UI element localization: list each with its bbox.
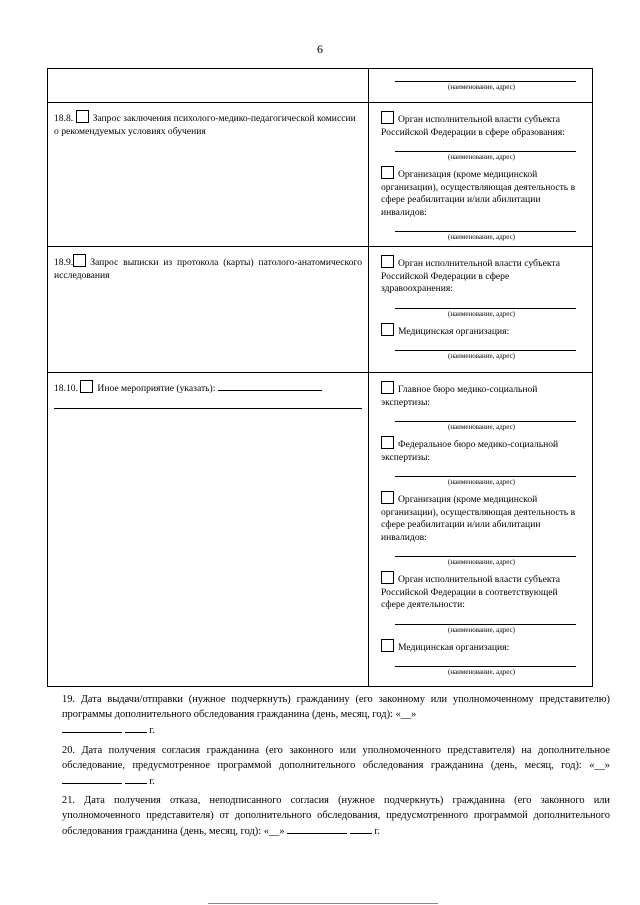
option-label: Организация (кроме медицинской организации), осуществляющая деятельность в сфере реабилитации и/или абилитации инвалидов: [381, 169, 576, 218]
name-address-caption: (наименование, адрес) [447, 558, 516, 566]
option-label: Главное бюро медико-социальной экспертизы: [381, 384, 538, 408]
option-label: Федеральное бюро медико-социальной экспертизы: [381, 439, 559, 463]
option-checkbox[interactable] [381, 571, 394, 584]
paragraph-19-text: 19. Дата выдачи/отправки (нужное подчеркнуть) гражданину (его законному или уполномоченному представителю) программы дополнительного обследования гражданина (день, месяц, год): «__» [62, 694, 610, 720]
other-activity-line[interactable] [54, 398, 362, 409]
item-18-8-options [369, 103, 593, 247]
name-address-line[interactable] [395, 338, 576, 351]
item-18-10-checkbox[interactable] [80, 380, 93, 393]
item-18-9-checkbox[interactable] [73, 254, 86, 267]
item-18-9-cell [48, 247, 369, 373]
page-number: 6 [317, 42, 323, 56]
date-month-field[interactable] [62, 773, 122, 784]
name-address-caption: (наименование, адрес) [447, 668, 516, 676]
page-bottom-divider [208, 903, 438, 904]
name-address-caption: (наименование, адрес) [447, 625, 516, 634]
item-number: 18.8. [54, 113, 74, 124]
name-address-caption: (наименование, адрес) [447, 478, 516, 486]
option [381, 323, 582, 339]
option [381, 166, 582, 219]
year-suffix: г. [374, 826, 381, 837]
name-address-caption: (наименование, адрес) [447, 352, 516, 360]
paragraph-20-text: 20. Дата получения согласия гражданина (его законного или уполномоченного представителя) на дополнительное обследование, предусмотренное программой дополнительного обследования гражданина (день, месяц, год): «__» [62, 745, 610, 771]
continuation-cell [369, 69, 593, 103]
item-title: Запрос заключения психолого-медико-педагогической комиссии о рекомендуемых условиях обучения [54, 113, 356, 137]
name-address-line[interactable] [395, 654, 576, 667]
name-address-line[interactable] [395, 464, 576, 477]
option-checkbox[interactable] [381, 491, 394, 504]
referral-table [47, 68, 593, 687]
table-row [48, 103, 593, 247]
date-month-field[interactable] [287, 823, 347, 834]
option [381, 436, 582, 464]
name-address-line[interactable] [395, 409, 576, 422]
option-label: Орган исполнительной власти субъекта Российской Федерации в сфере здравоохранения: [381, 258, 560, 294]
name-address-caption: (наименование, адрес) [447, 309, 516, 318]
item-18-8-cell [48, 103, 369, 247]
item-18-10-cell [48, 373, 369, 687]
name-address-line[interactable] [395, 296, 576, 309]
item-18-10-options [369, 373, 593, 687]
item-title: Иное мероприятие (указать): [97, 383, 216, 394]
other-activity-field[interactable] [218, 381, 322, 391]
option-label: Медицинская организация: [398, 325, 510, 337]
option-checkbox[interactable] [381, 111, 394, 124]
paragraph-19 [62, 693, 610, 739]
option-checkbox[interactable] [381, 323, 394, 336]
option [381, 639, 582, 655]
option [381, 255, 582, 296]
table-row [48, 373, 593, 687]
name-address-caption: (наименование, адрес) [447, 423, 516, 431]
name-address-line[interactable] [395, 544, 576, 557]
option-checkbox[interactable] [381, 436, 394, 449]
item-number: 18.9. [54, 257, 74, 268]
name-address-line[interactable] [395, 219, 576, 232]
option-label: Орган исполнительной власти субъекта Российской Федерации в соответствующей сфере деятельности: [381, 574, 560, 610]
item-18-8-checkbox[interactable] [76, 110, 89, 123]
name-address-line[interactable] [395, 139, 576, 152]
date-month-field[interactable] [62, 722, 122, 733]
date-year-field[interactable] [350, 823, 372, 834]
item-18-9-options [369, 247, 593, 373]
table-row [48, 247, 593, 373]
paragraph-20 [62, 744, 610, 790]
name-address-caption: (наименование, адрес) [447, 233, 516, 241]
year-suffix: г. [149, 776, 155, 787]
option-checkbox[interactable] [381, 639, 394, 652]
name-address-line[interactable] [395, 612, 576, 625]
option-label: Орган исполнительной власти субъекта Российской Федерации в сфере образования: [381, 114, 565, 138]
name-address-line[interactable] [395, 73, 576, 82]
option-checkbox[interactable] [381, 255, 394, 268]
option-checkbox[interactable] [381, 381, 394, 394]
item-number: 18.10. [54, 383, 78, 394]
year-suffix: г. [149, 725, 155, 736]
empty-left-cell [48, 69, 369, 103]
option-checkbox[interactable] [381, 166, 394, 179]
date-year-field[interactable] [125, 722, 147, 733]
name-address-caption: (наименование, адрес) [447, 83, 516, 91]
table-row [48, 69, 593, 103]
option-label: Медицинская организация: [398, 641, 510, 653]
option [381, 111, 582, 139]
name-address-caption: (наименование, адрес) [447, 153, 516, 161]
option [381, 381, 582, 409]
option [381, 571, 582, 612]
option-label: Организация (кроме медицинской организации), осуществляющая деятельность в сфере реабилитации и/или абилитации инвалидов: [381, 494, 576, 543]
date-year-field[interactable] [125, 773, 147, 784]
paragraph-21 [62, 794, 610, 840]
option [381, 491, 582, 544]
paragraph-21-text: 21. Дата получения отказа, неподписанного согласия (нужное подчеркнуть) гражданина (его законного или уполномоченного представителя) от дополнительного обследования, предусмотренного программой дополнительного обследования гражданина (день, месяц, год): «__» [62, 795, 610, 837]
item-title: Запрос выписки из протокола (карты) патолого-анатомического исследования [54, 257, 362, 281]
